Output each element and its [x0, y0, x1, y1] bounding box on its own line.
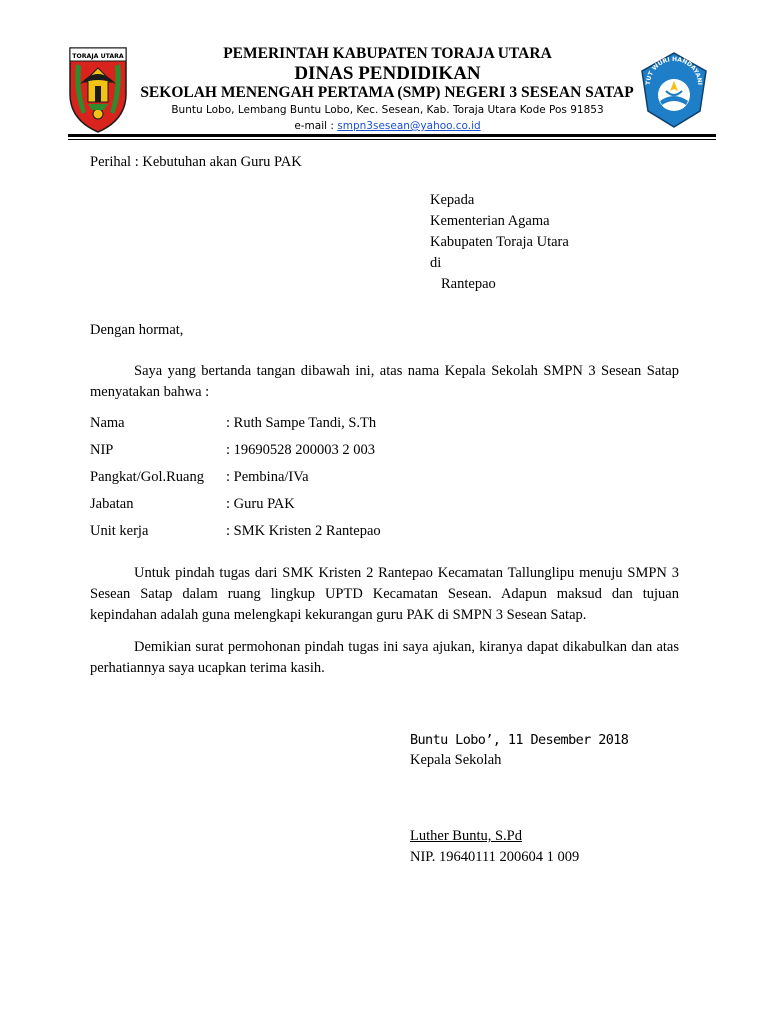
email-label: e-mail :	[294, 120, 338, 132]
detail-label: Pangkat/Gol.Ruang	[90, 469, 204, 485]
intro-paragraph: Saya yang bertanda tangan dibawah ini, atas nama Kepala Sekolah SMPN 3 Sesean Satap menyatakan bahwa :	[90, 363, 679, 400]
detail-value: : 19690528 200003 2 003	[226, 442, 376, 458]
signer-name: Luther Buntu, S.Pd	[410, 828, 522, 844]
signer-position: Kepala Sekolah	[410, 752, 502, 768]
department-title: DINAS PENDIDIKAN	[294, 63, 481, 84]
recipient-line: Kabupaten Toraja Utara	[430, 234, 569, 250]
detail-label: Nama	[90, 415, 125, 431]
svg-text:TORAJA UTARA: TORAJA UTARA	[72, 53, 124, 60]
signer-nip: NIP. 19640111 200604 1 009	[410, 849, 580, 865]
recipient-line: Kepada	[430, 192, 475, 208]
greeting: Dengan hormat,	[90, 322, 184, 338]
email-line	[130, 120, 645, 132]
school-address: Buntu Lobo, Lembang Buntu Lobo, Kec. Sesean, Kab. Toraja Utara Kode Pos 91853	[171, 104, 604, 116]
recipient-line: Kementerian Agama	[430, 213, 550, 229]
letterhead-rule-thick	[68, 134, 716, 137]
detail-value: : SMK Kristen 2 Rantepao	[226, 523, 381, 539]
toraja-utara-crest-logo	[62, 42, 134, 134]
detail-label: Unit kerja	[90, 523, 149, 539]
svg-text:TUT WURI HANDAYANI: TUT WURI HANDAYANI	[644, 55, 704, 86]
detail-value: : Pembina/IVa	[226, 469, 309, 485]
government-title: PEMERINTAH KABUPATEN TORAJA UTARA	[223, 45, 552, 62]
body-paragraph-transfer: Untuk pindah tugas dari SMK Kristen 2 Rantepao Kecamatan Tallunglipu menuju SMPN 3 Sesean Satap dalam ruang lingkup UPTD Kecamatan Sesean. Adapun maksud dan tujuan kepindahan adalah guna melengkapi kekurangan guru PAK di SMPN 3 Sesean Satap.	[90, 565, 679, 623]
tut-wuri-handayani-logo	[638, 51, 710, 129]
email-link[interactable]: smpn3sesean@yahoo.co.id	[337, 120, 481, 132]
detail-label: Jabatan	[90, 496, 134, 512]
body-paragraph-closing: Demikian surat permohonan pindah tugas ini saya ajukan, kiranya dapat dikabulkan dan atas perhatiannya saya ucapkan terima kasih.	[90, 639, 679, 676]
recipient-line: Rantepao	[441, 276, 496, 292]
letterhead-rule-thin	[68, 139, 716, 140]
letter-subject: Perihal : Kebutuhan akan Guru PAK	[90, 154, 302, 170]
place-date: Buntu Lobo’, 11 Desember 2018	[410, 732, 629, 748]
school-title: SEKOLAH MENENGAH PERTAMA (SMP) NEGERI 3 SESEAN SATAP	[140, 84, 634, 101]
recipient-line: di	[430, 255, 442, 271]
detail-value: : Ruth Sampe Tandi, S.Th	[226, 415, 377, 431]
detail-label: NIP	[90, 442, 114, 458]
detail-value: : Guru PAK	[226, 496, 295, 512]
